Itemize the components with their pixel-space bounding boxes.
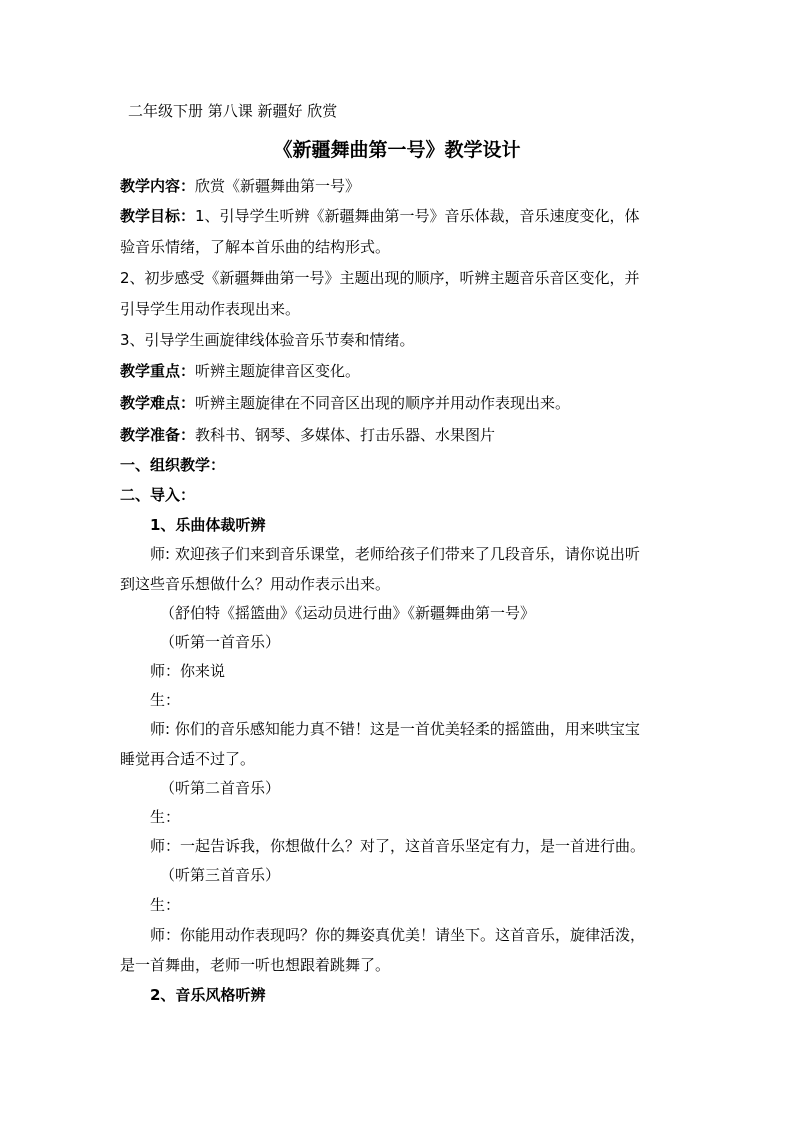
difficulty-text: 听辨主题旋律在不同音区出现的顺序并用动作表现出来。	[195, 394, 571, 412]
preparation-text: 教科书、钢琴、多媒体、打击乐器、水果图片	[195, 426, 496, 444]
paragraph-line: （听第二首音乐）	[160, 779, 281, 797]
section-2-heading: 二、导入：	[120, 486, 196, 504]
section-1-heading: 一、组织教学：	[120, 456, 226, 474]
paragraph-line: 到这些音乐想做什么？用动作表示出来。	[120, 575, 391, 593]
goals-line-2: 验音乐情绪，了解本首乐曲的结构形式。	[120, 238, 391, 256]
subsection-2-heading: 2、音乐风格听辨	[150, 986, 266, 1004]
key-point-text: 听辨主题旋律音区变化。	[195, 362, 361, 380]
content-label: 教学内容：	[120, 177, 196, 195]
paragraph-line: 睡觉再合适不过了。	[120, 750, 256, 768]
paragraph-line: 师: 你们的音乐感知能力真不错！这是一首优美轻柔的摇篮曲，用来哄宝宝	[150, 720, 640, 738]
paragraph-line: （舒伯特《摇篮曲》《运动员进行曲》《新疆舞曲第一号》	[160, 604, 536, 622]
goals-line-5: 3、引导学生画旋律线体验音乐节奏和情绪。	[120, 331, 415, 349]
paragraph-line: （听第三首音乐）	[160, 866, 281, 884]
preparation-label: 教学准备：	[120, 426, 196, 444]
content-row	[120, 176, 360, 196]
goals-row	[120, 206, 640, 226]
preparation-row	[120, 425, 495, 445]
paragraph-line: （听第一首音乐）	[160, 633, 281, 651]
paragraph-line: 师: 欢迎孩子们来到音乐课堂，老师给孩子们带来了几段音乐，请你说出听	[150, 545, 640, 563]
goals-line-3: 2、初步感受《新疆舞曲第一号》主题出现的顺序，听辨主题音乐音区变化，并	[120, 269, 640, 287]
goals-line-1: 1、引导学生听辨《新疆舞曲第一号》音乐体裁，音乐速度变化，体	[195, 207, 640, 225]
content-text: 欣赏《新疆舞曲第一号》	[195, 177, 361, 195]
paragraph-line: 生：	[150, 808, 181, 826]
key-point-row	[120, 361, 360, 381]
subsection-1-heading: 1、乐曲体裁听辨	[150, 516, 266, 534]
difficulty-label: 教学难点：	[120, 394, 196, 412]
paragraph-line: 师：你能用动作表现吗？你的舞姿真优美！请坐下。这首音乐，旋律活泼，	[150, 926, 646, 944]
paragraph-line: 生：	[150, 691, 181, 709]
header-line: 二年级下册 第八课 新疆好 欣赏	[128, 102, 338, 120]
key-point-label: 教学重点：	[120, 362, 196, 380]
goals-line-4: 引导学生用动作表现出来。	[120, 300, 301, 318]
page-title: 《新疆舞曲第一号》教学设计	[273, 139, 521, 161]
paragraph-line: 师：你来说	[150, 662, 226, 680]
paragraph-line: 生：	[150, 896, 181, 914]
paragraph-line: 师：一起告诉我，你想做什么？对了，这首音乐坚定有力，是一首进行曲。	[150, 837, 646, 855]
paragraph-line: 是一首舞曲，老师一听也想跟着跳舞了。	[120, 956, 391, 974]
difficulty-row	[120, 393, 570, 413]
goals-label: 教学目标：	[120, 207, 196, 225]
